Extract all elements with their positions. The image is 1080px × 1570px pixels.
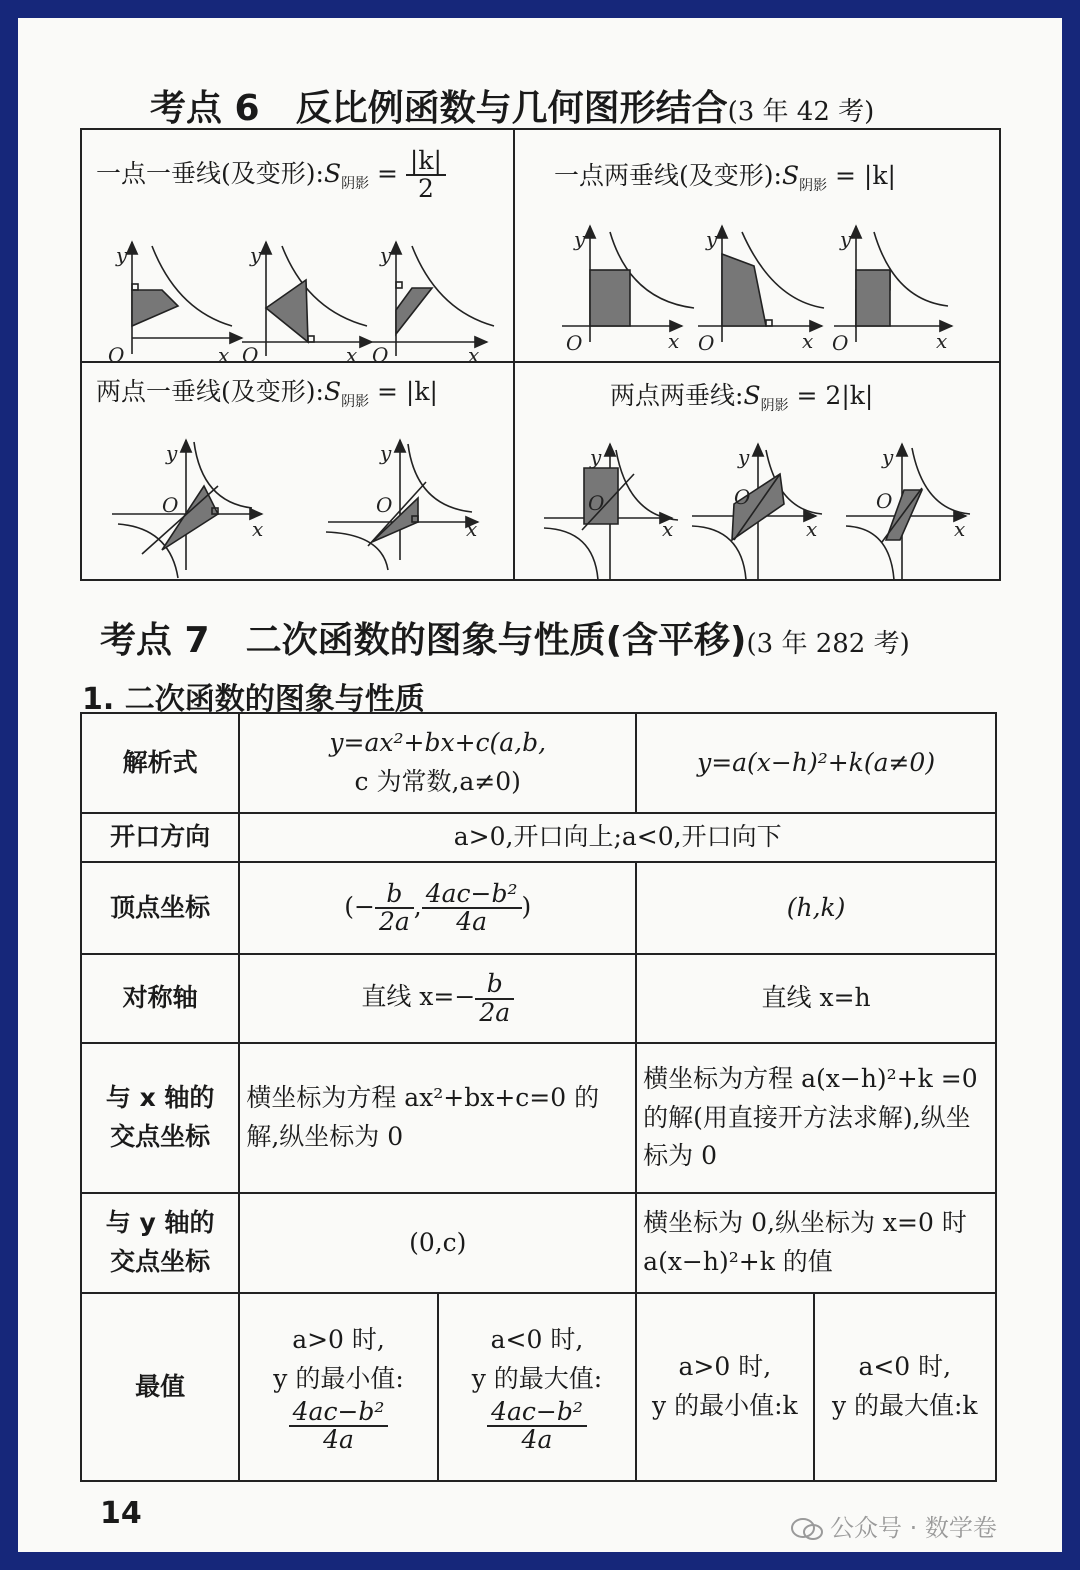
graph-br-1 (544, 444, 678, 579)
cell-x-intercept-vertex: 横坐标为方程 a(x−h)²+k =0 的解(用直接开方法求解),纵坐标为 0 (636, 1043, 996, 1193)
cap-tr-sub: 阴影 (799, 178, 828, 194)
cap-tl-sub: 阴影 (341, 175, 370, 192)
cap-bl-val: = |k| (377, 377, 438, 406)
cell-min-vertex (636, 1293, 813, 1481)
subsection-title: 1. 二次函数的图象与性质 (82, 682, 425, 717)
row-head-y-intercept (81, 1193, 239, 1293)
section6-title-text: 考点 6 反比例函数与几何图形结合 (150, 88, 728, 129)
cell-vertex-general: (− $\frac{b}{2a}$ , $\frac{\text{4ac−b²}}{4a}$ ) (239, 862, 636, 954)
caption-two-point-two-perp: 两点两垂线$:S_{阴影} = 2|k|$ (610, 381, 874, 414)
svg-text:y: y (380, 441, 392, 465)
svg-text:O: O (876, 489, 893, 513)
row-head-x-intercept (81, 1043, 239, 1193)
cell-vertex-hk (636, 862, 996, 954)
axis-text: 直线 x=− (361, 982, 476, 1011)
y-int-h1: 与 y 轴的 (105, 1208, 215, 1238)
table-row (81, 862, 996, 954)
cap-tl-den: 2 (417, 174, 434, 204)
watermark (790, 1508, 997, 1543)
graph-bl-1 (112, 440, 262, 578)
svg-text:O: O (588, 491, 605, 515)
svg-text:y: y (250, 243, 262, 267)
svg-text:x: x (662, 517, 674, 541)
table-row (81, 954, 996, 1043)
cell-expression-general (239, 713, 636, 813)
row-head-vertex: 顶点坐标 (81, 862, 239, 954)
svg-text:O: O (832, 331, 849, 355)
section7-freq: (3 年 282 考) (746, 629, 910, 659)
cap-tl-num: |k| (406, 148, 446, 176)
svg-text:x: x (252, 517, 264, 541)
axis-frac (475, 971, 514, 1026)
caption-two-point-one-perp: 两点一垂线(及变形)$:S_{阴影} = |k|$ (96, 377, 438, 410)
vertex-pre: (− (344, 891, 375, 921)
axis-den: 2a (479, 997, 511, 1027)
cap-tl-s: S (323, 158, 342, 188)
graph-tr-3 (834, 226, 952, 342)
section7-title (100, 612, 910, 663)
caption-one-point-one-perp: 一点一垂线(及变形)$:S_{阴影}$ = $\frac{|k|}{2}$ (96, 148, 446, 203)
max-v-l1: a<0 时, (858, 1352, 952, 1382)
cap-tr-val: = |k| (835, 161, 896, 190)
svg-text:x: x (802, 329, 814, 353)
cap-tr-text: 一点两垂线(及变形): (554, 161, 782, 190)
graph-tl-2 (242, 242, 372, 356)
svg-text:O: O (162, 493, 179, 517)
graph-bl-2 (326, 440, 478, 570)
cell-max-vertex (814, 1293, 996, 1481)
vertex-hk: (h,k) (786, 892, 846, 922)
cell-expr-a1: y=ax²+bx+c(a,b, (329, 728, 547, 758)
max-l1: a<0 时, (490, 1325, 584, 1354)
svg-text:y: y (738, 445, 750, 469)
cap-br-val: = 2|k| (796, 381, 874, 410)
cell-y-intercept-general: (0,c) (239, 1193, 636, 1293)
axis-num: b (475, 971, 514, 999)
cell-axis-h: 直线 x=h (636, 954, 996, 1043)
cap-bl-text: 两点一垂线(及变形): (96, 377, 324, 406)
svg-text:O: O (108, 343, 125, 367)
min-num: 4ac−b² (289, 1399, 389, 1427)
svg-text:x: x (668, 329, 680, 353)
graph-box (80, 128, 1001, 581)
row-head-extremum: 最值 (81, 1293, 239, 1481)
min-v-l1: a>0 时, (678, 1352, 772, 1382)
cap-tl-text: 一点一垂线(及变形): (96, 158, 324, 188)
svg-text:x: x (954, 517, 966, 541)
graph-tl-1 (132, 242, 242, 354)
svg-text:x: x (346, 343, 358, 367)
cell-max-general (438, 1293, 636, 1481)
svg-text:y: y (882, 445, 894, 469)
watermark-text: 公众号 · 数学卷 (830, 1514, 997, 1542)
cell-min-general (239, 1293, 437, 1481)
svg-text:y: y (166, 441, 178, 465)
cap-br-text: 两点两垂线: (610, 381, 744, 410)
y-int-h2: 交点坐标 (110, 1247, 211, 1276)
cap-bl-sub: 阴影 (341, 394, 370, 410)
svg-text:x: x (468, 343, 480, 367)
x-int-h1: 与 x 轴的 (105, 1083, 215, 1113)
max-den: 4a (521, 1424, 553, 1454)
svg-text:O: O (566, 331, 583, 355)
x-int-h2: 交点坐标 (110, 1122, 211, 1151)
svg-text:y: y (590, 445, 602, 469)
cell-expr-b: y=a(x−h)²+k(a≠0) (697, 747, 936, 777)
min-l1: a>0 时, (292, 1325, 385, 1354)
svg-text:O: O (734, 485, 751, 509)
graph-br-3 (846, 444, 970, 579)
svg-text:y: y (706, 227, 718, 251)
cell-expression-vertex (636, 713, 996, 813)
svg-text:O: O (698, 331, 715, 355)
section6-title (150, 80, 874, 131)
row-head-axis: 对称轴 (81, 954, 239, 1043)
vertex-post: ) (521, 891, 532, 921)
svg-text:y: y (840, 227, 852, 251)
max-frac (487, 1396, 587, 1454)
svg-text:y: y (574, 227, 586, 251)
max-v-l2: y 的最大值:k (831, 1391, 978, 1420)
cell-opening: a>0,开口向上;a<0,开口向下 (239, 813, 996, 862)
caption-one-point-two-perp: 一点两垂线(及变形)$:S_{阴影} = |k|$ (554, 161, 896, 194)
svg-text:x: x (806, 517, 818, 541)
vertex-n1: b (375, 881, 414, 909)
row-head-opening: 开口方向 (81, 813, 239, 862)
vertex-d2: 4a (456, 907, 487, 936)
vertex-frac-1 (375, 878, 414, 936)
vertex-d1: 2a (378, 907, 410, 936)
quadratic-properties-table (80, 712, 997, 1482)
max-l2: y 的最大值: (471, 1363, 603, 1393)
vertex-n2: 4ac−b² (422, 881, 522, 909)
wechat-icon (790, 1517, 824, 1541)
svg-text:y: y (116, 243, 128, 267)
table-row (81, 713, 996, 813)
table-row (81, 813, 996, 862)
min-v-l2: y 的最小值:k (652, 1391, 798, 1420)
svg-text:O: O (372, 343, 389, 367)
table-row (81, 1043, 996, 1193)
svg-text:O: O (242, 343, 259, 367)
svg-text:x: x (218, 343, 230, 367)
min-l2: y 的最小值: (273, 1363, 404, 1393)
section6-freq: (3 年 42 考) (727, 97, 875, 127)
svg-text:y: y (380, 243, 392, 267)
svg-text:O: O (376, 493, 393, 517)
cell-expr-a2: c 为常数,a≠0) (354, 767, 521, 796)
cap-br-sub: 阴影 (760, 398, 789, 414)
vertex-frac-2 (422, 878, 522, 936)
min-frac (289, 1396, 389, 1454)
min-den: 4a (323, 1424, 354, 1454)
max-num: 4ac−b² (487, 1399, 587, 1427)
row-head-expression: 解析式 (81, 713, 239, 813)
svg-text:x: x (936, 329, 948, 353)
table-row (81, 1193, 996, 1293)
graph-drawings (82, 130, 999, 579)
page-number: 14 (100, 1496, 142, 1531)
section7-title-text: 考点 7 二次函数的图象与性质(含平移) (100, 620, 747, 661)
table-row (81, 1293, 996, 1481)
svg-text:x: x (466, 517, 478, 541)
cell-x-intercept-general: 横坐标为方程 ax²+bx+c=0 的解,纵坐标为 0 (239, 1043, 636, 1193)
cell-axis-general (239, 954, 636, 1043)
graph-br-2 (692, 444, 822, 579)
cell-y-intercept-vertex: 横坐标为 0,纵坐标为 x=0 时 a(x−h)²+k 的值 (636, 1193, 996, 1293)
